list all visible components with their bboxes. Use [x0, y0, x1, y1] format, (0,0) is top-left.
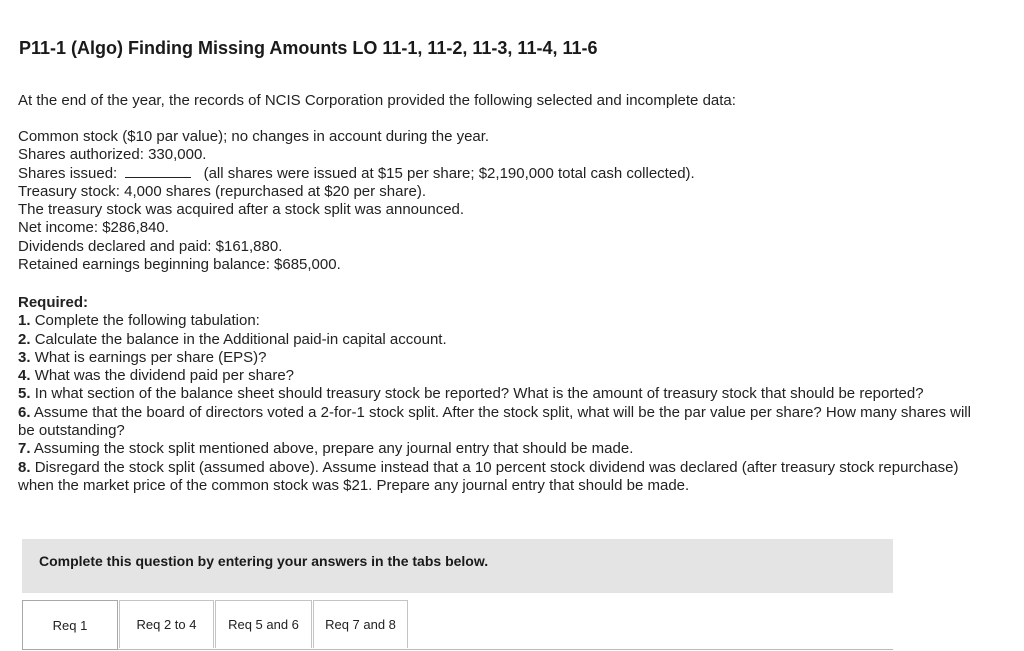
- required-item-number: 2.: [18, 330, 31, 348]
- required-heading: Required:: [18, 294, 89, 311]
- required-item-text: What was the dividend paid per share?: [34, 367, 295, 385]
- required-section: [18, 294, 978, 495]
- required-item-text: Assume that the board of directors voted a 2-for-1 stock split. After the stock split, what will be the par value per share? How many shares will be outstanding?: [18, 403, 971, 440]
- tab-req-2-to-4[interactable]: Req 2 to 4: [119, 600, 214, 648]
- shares-authorized-line: Shares authorized: 330,000.: [18, 146, 207, 164]
- required-item-text: Assuming the stock split mentioned above, prepare any journal entry that should be made.: [33, 440, 634, 458]
- required-item-number: 8.: [18, 458, 31, 476]
- required-item: [18, 385, 978, 403]
- required-item: [18, 331, 978, 349]
- page-title: P11-1 (Algo) Finding Missing Amounts LO 11-1, 11-2, 11-3, 11-4, 11-6: [19, 38, 598, 58]
- required-item: [18, 459, 978, 496]
- required-item: [18, 440, 978, 458]
- required-item-number: 4.: [18, 367, 31, 385]
- required-item-number: 6.: [18, 403, 31, 421]
- required-item: [18, 312, 978, 330]
- dividends-line: Dividends declared and paid: $161,880.: [18, 237, 283, 255]
- required-item: [18, 404, 978, 441]
- required-item: [18, 349, 978, 367]
- required-item-text: Disregard the stock split (assumed above). Assume instead that a 10 percent stock dividend was declared (after treasury stock repurchase) when the market price of the common stock was $21. Prepare any journal entry that should be made.: [18, 458, 959, 494]
- treasury-note-line: The treasury stock was acquired after a stock split was announced.: [18, 201, 465, 219]
- shares-issued-note: (all shares were issued at $15 per share; $2,190,000 total cash collected).: [203, 164, 695, 182]
- common-stock-line: Common stock ($10 par value); no changes in account during the year.: [18, 128, 490, 145]
- required-item-number: 7.: [18, 440, 31, 458]
- required-item-text: In what section of the balance sheet should treasury stock be reported? What is the amount of treasury stock that should be reported?: [34, 385, 924, 403]
- required-item-number: 5.: [18, 385, 31, 403]
- required-item-number: 3.: [18, 348, 31, 366]
- tab-divider: [22, 649, 893, 650]
- tab-req-1[interactable]: Req 1: [22, 600, 118, 650]
- retained-earnings-line: Retained earnings beginning balance: $685,000.: [18, 256, 341, 274]
- tab-req-5-and-6[interactable]: Req 5 and 6: [215, 600, 312, 648]
- required-item-text: Complete the following tabulation:: [34, 312, 260, 330]
- shares-issued-line: [18, 165, 695, 183]
- tab-req-7-and-8[interactable]: Req 7 and 8: [313, 600, 408, 648]
- banner-text: Complete this question by entering your answers in the tabs below.: [39, 553, 489, 569]
- intro-text: At the end of the year, the records of NCIS Corporation provided the following selected and incomplete data:: [18, 92, 736, 109]
- shares-issued-blank: [125, 165, 191, 178]
- treasury-stock-line: Treasury stock: 4,000 shares (repurchased at $20 per share).: [18, 182, 426, 200]
- required-item-text: Calculate the balance in the Additional paid-in capital account.: [34, 330, 447, 348]
- data-list: [18, 128, 695, 274]
- answer-tabs: [22, 600, 893, 651]
- required-item: [18, 367, 978, 385]
- net-income-line: Net income: $286,840.: [18, 219, 169, 237]
- shares-issued-label: Shares issued:: [18, 164, 118, 182]
- required-item-text: What is earnings per share (EPS)?: [34, 348, 267, 366]
- required-item-number: 1.: [18, 312, 31, 330]
- instructions-banner: [22, 539, 893, 593]
